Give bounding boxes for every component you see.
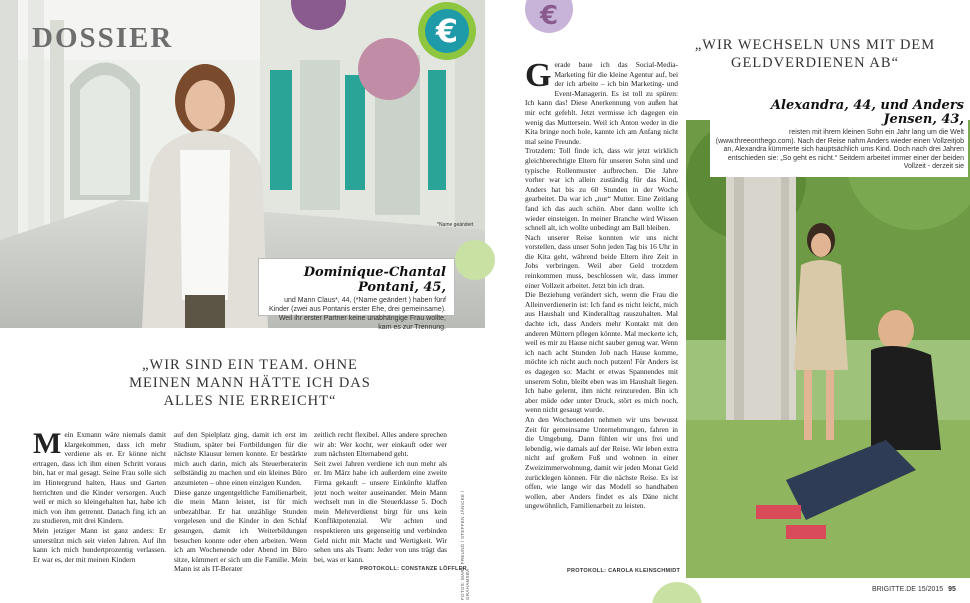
left-protokoll: PROTOKOLL: CONSTANZE LÖFFLER — [360, 566, 467, 572]
column-2-text: auf den Spielplatz ging, damit ich erst im Studium, später bei Fortbildungen für die nächste Klausur lernen konnte. Er bestärkte mich auch darin, mich als Steuerberaterin selbständig zu machen und ein kleines Büro anzumieten – ohne einen einzigen Kunden. Diese ganze ungentgeltliche Familienarbeit, die mein Mann leistet, ist für mich unbezahlbar. Er hat unzählige Stunden vorgelesen und die Kinder in den Schlaf gesungen, damit ich Weiterbildungen besuchen konnte oder eben arbeiten. Wenn ich am Wochenende oder Abend im Büro sitze, kümmert er sich um die Familie. Mein Mann ist als IT-Berater — [174, 430, 307, 574]
mauve-circle — [358, 38, 420, 100]
right-caption-name: Alexandra, 44, und Anders Jensen, 43, — [770, 98, 964, 127]
left-photo-caption — [258, 258, 455, 331]
light-green-circle-mid — [455, 240, 495, 280]
drop-cap: M — [33, 430, 62, 460]
euro-coin-icon — [418, 2, 476, 60]
right-caption-text: reisten mit ihrem kleinen Sohn ein Jahr lang um die Welt (www.threeonthego.com). Nach der Reise nahm Anders wieder einen Vollzeitjob an, Alexandra kümmerte sich hauptsächlich ums Kind. Doch nach drei Jahren entschieden sie: „So geht es nicht.“ Seitdem arbeitet immer einer der beiden Vollzeit - derzeit sie — [715, 129, 964, 171]
light-green-circle-bottom — [652, 582, 702, 603]
left-article-column-2 — [174, 430, 307, 590]
column-3-text: zeitlich recht flexibel. Alles andere sprechen wir ab: Wer kocht, wer einkauft oder wer zum nächsten Elternabend geht. Seit zwei Jahren verdiene ich nun mehr als er. Im März habe ich außerdem eine zweite Firma gekauft – unsere Einkünfte klaffen jetzt noch weiter auseinander. Mein Mann wechselt nun in die Steuerklasse 5. Doch mein Mehrverdienst birgt für uns kein Konfliktpotenzial. Wir achten und respektieren uns gegenseitig und verbinden Geld nicht mit Macht und Wertigkeit. Wir sehen uns als Team: Jeder von uns trägt das bei, was er kann. — [314, 430, 447, 564]
caption-name: Dominique-Chantal Pontani, 45, — [303, 265, 446, 295]
caption-text: und Mann Claus*, 44, (*Name geändert ) haben fünf Kinder (zwei aus Pontanis erster Ehe, drei gemeinsame). Weil ihr erster Partner keine unabhängige Frau wollte, kam es zur Trennung. — [268, 297, 446, 331]
euro-partial-icon: € — [539, 1, 559, 31]
photo-credit: FOTOS: MARK FREUND / STEFFEN JÄNICKE / GRAHAMSBA — [460, 490, 470, 600]
right-column-text: erade baue ich das Social-Media-Marketing für die kleine Agentur auf, bei der ich arbeite – ich bin Marketing- und Event-Managerin. Es ist toll zu spüren: Ich kann das! Diese Anerkennung von außen hat mir echt gefehlt. Jetzt vermisse ich dagegen ein wenig das Muttersein. Weil ich Anton weder in die Kita bringe noch hole, kannte ich am Anfang nicht mal seine Freunde. Trotzdem: Toll finde ich, dass wir jetzt wirklich gleichberechtigte Eltern für unseren Sohn sind und typische Rollenmuster aufbrechen. Die Jahre vorher war ich allein zuständig für das Kind, Anders hat bis zu 60 Stunden in der Woche gearbeitet. Da war ich „nur“ Mutter. Eine Zeitlang fand ich das auch schön. Aber dann wollte ich wieder einsteigen. In meiner Branche wird Wissen schnell alt, ich wollte unbedingt am Ball bleiben. Nach unserer Reise konnten wir uns nicht vorstellen, dass unser Sohn jeden Tag bis 16 Uhr in die Kita geht, während beide Eltern ihre Zeit in Jobs verbringen. Weil aber Geld trotzdem reinkommen muss, beschlossen wir, dass immer einer Vollzeit arbeitet. Jetzt bin ich dran. Die Beziehung verändert sich, wenn die Frau die Alleinverdienerin ist: Ich fand es nicht leicht, mich aus Haushalt und Kinderalltag rauszuhalten. Mal dachte ich, dass Anders mehr Kontakt mit den anderen Müttern pflegen könnte. Mal meckerte ich, weil es mir zu Hause nicht sauber genug war. Wenn ich nach acht Stunden Job nach Hause komme, möchte ich nicht auch noch putzen! Für Anders ist es dagegen so: Macht er etwas Spannendes mit unserem Sohn, bleibt eben was im Haushalt liegen. Ich habe gelernt, ihm nicht reinzureden. Bin ich aber müde oder unter Druck, stört es mich noch, wenn nicht gesaugt wurde. An den Wochenenden nehmen wir uns bewusst Zeit für gemeinsame Unternehmungen, fahren in die Umgebung. Dann fühlen wir uns frei und lebendig, wie damals auf der Reise. Wir leben extra nicht auf großem Fuß und wohnen in einer Zweizimmerwohnung, damit wir jeden Monat Geld zurücklegen können. Für die nächste Reise. Es ist offen, wie lange wir das Modell so handhaben wollen, aber Anders findet es als Däne nicht ungewöhnlich, Familienarbeit zu leisten. — [525, 60, 678, 511]
left-article-column-3 — [314, 430, 447, 570]
footer-source: BRIGITTE.DE 15/2015 — [872, 586, 944, 593]
left-article-column-1 — [33, 430, 166, 590]
section-label: DOSSIER — [32, 22, 174, 54]
right-photo-caption — [710, 95, 968, 177]
right-article-column — [525, 60, 681, 575]
left-headline: „WIR SIND EIN TEAM. OHNE MEINEN MANN HÄTTE ICH DAS ALLES NIE ERREICHT“ — [129, 357, 371, 409]
lavender-circle — [525, 0, 573, 33]
page-number: 95 — [948, 586, 956, 593]
right-protokoll: PROTOKOLL: CAROLA KLEINSCHMIDT — [567, 568, 681, 574]
right-drop-cap: G — [525, 60, 552, 94]
name-footnote: *Name geändert — [437, 222, 474, 228]
right-headline: „WIR WECHSELN UNS MIT DEM GELDVERDIENEN AB“ — [694, 37, 936, 71]
page-footer — [872, 586, 956, 593]
couple-photo — [686, 120, 970, 578]
euro-symbol: € — [425, 9, 469, 53]
column-1-text: ein Exmann wäre niemals damit klargekommen, dass ich mehr verdiene als er. Er könne nicht ertragen, dass ich ihm einen Schritt voraus bin, hat er mal gesagt. Seine Frau solle sich im Hintergrund halten, Haus und Garten herrichten und die Kinder versorgen. Auch weil er mich so kleingehalten hat, habe ich mich von ihm getrennt. Danach fing ich an zu studieren, mit drei Kindern. Mein jetziger Mann ist ganz anders: Er unterstützt mich seit vielen Jahren. Auf ihn kann ich mich hundertprozentig verlassen. Er war es, der mit meinen Kindern — [33, 430, 166, 564]
